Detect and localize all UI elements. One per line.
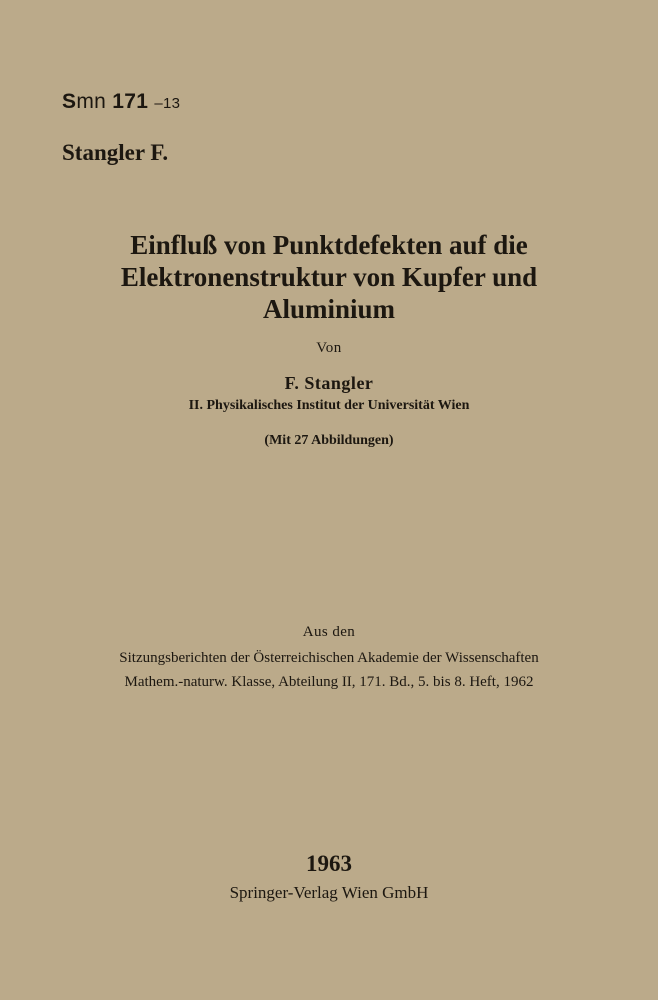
author-name: F. Stangler bbox=[284, 373, 374, 393]
title-line-3: Aluminium bbox=[262, 294, 396, 324]
author-short: Stangler F. bbox=[62, 140, 169, 165]
call-number bbox=[62, 90, 180, 114]
call-number-value: 171 bbox=[112, 90, 149, 113]
call-number-mid: mn bbox=[76, 90, 107, 113]
call-number-suffix: –13 bbox=[154, 95, 181, 112]
byline-von: Von bbox=[316, 340, 342, 356]
source-line-1: Sitzungsberichten der Österreichischen Akademie der Wissenschaften bbox=[119, 650, 539, 666]
publisher-name: Springer-Verlag Wien GmbH bbox=[229, 883, 429, 902]
title-line-1: Einfluß von Punktdefekten auf die bbox=[130, 230, 528, 260]
title-line-2: Elektronenstruktur von Kupfer und bbox=[120, 262, 538, 292]
publication-year: 1963 bbox=[306, 851, 352, 876]
source-heading: Aus den bbox=[302, 624, 356, 640]
document-title bbox=[0, 229, 658, 325]
figure-count-note: (Mit 27 Abbildungen) bbox=[264, 433, 394, 448]
source-line-2: Mathem.-naturw. Klasse, Abteilung II, 171. Bd., 5. bis 8. Heft, 1962 bbox=[124, 674, 534, 690]
call-number-prefix: S bbox=[62, 90, 77, 113]
author-institute: II. Physikalisches Institut der Universität Wien bbox=[188, 398, 470, 413]
